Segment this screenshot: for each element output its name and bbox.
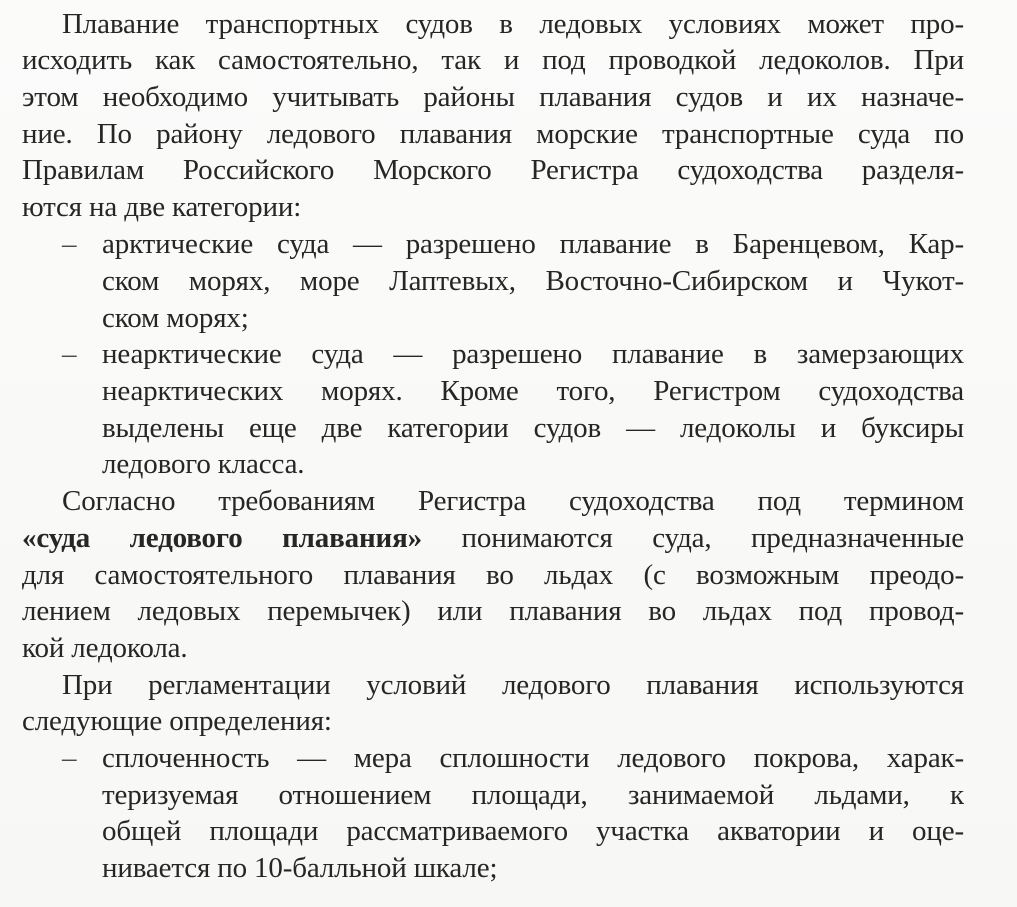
list-1-item-1-line-1: арктические суда — разрешено плавание в Баренцевом, Кар- xyxy=(102,228,964,260)
list-1-item-1-line-2: ском морях, море Лаптевых, Восточно-Сибирском и Чукот- xyxy=(102,265,964,297)
paragraph-1-line-3: этом необходимо учитывать районы плавания судов и их назначе- xyxy=(22,81,964,113)
list-dash: – xyxy=(62,338,77,370)
paragraph-1-line-4: ние. По району ледового плавания морские транспортные суда по xyxy=(22,118,964,150)
paragraph-2-line-4: лением ледовых перемычек) или плавания во льдах под провод- xyxy=(22,595,964,627)
list-1-item-2-line-3: выделены еще две категории судов — ледоколы и буксиры xyxy=(102,412,964,444)
paragraph-2-line-3: для самостоятельного плавания во льдах (с возможным преодо- xyxy=(22,559,964,591)
paragraph-3-line-1: При регламентации условий ледового плавания используются xyxy=(62,669,964,701)
list-dash: – xyxy=(62,742,77,774)
list-2-item-1-line-2: теризуемая отношением площади, занимаемой льдами, к xyxy=(102,779,964,811)
paragraph-2-line-2-rest: понимаются суда, предназначенные xyxy=(422,522,964,554)
list-1-item-1-line-3: ском морях; xyxy=(102,302,249,334)
list-1-item-2-line-1: неарктические суда — разрешено плавание в замерзающих xyxy=(102,338,964,370)
term-bold: «суда ледового плавания» xyxy=(22,522,422,554)
paragraph-2-line-5: кой ледокола. xyxy=(22,632,188,664)
paragraph-2-line-1: Согласно требованиям Регистра судоходства под термином xyxy=(62,485,964,517)
paragraph-1-line-2: исходить как самостоятельно, так и под проводкой ледоколов. При xyxy=(22,44,964,76)
list-1-item-2-line-4: ледового класса. xyxy=(102,448,305,480)
paragraph-1-line-6: ются на две категории: xyxy=(22,191,302,223)
list-2-item-1-line-3: общей площади рассматриваемого участка акватории и оце- xyxy=(102,815,964,847)
paragraph-1-line-5: Правилам Российского Морского Регистра судоходства разделя- xyxy=(22,154,964,186)
list-dash: – xyxy=(62,228,77,260)
list-2-item-1-line-1: сплоченность — мера сплошности ледового покрова, харак- xyxy=(102,742,964,774)
list-2-item-1-line-4: нивается по 10-балльной шкале; xyxy=(102,852,498,884)
list-1-item-2-line-2: неарктических морях. Кроме того, Регистром судоходства xyxy=(102,375,964,407)
paragraph-2-line-2 xyxy=(22,521,964,555)
paragraph-1-line-1: Плавание транспортных судов в ледовых условиях может про- xyxy=(62,8,964,40)
paragraph-3-line-2: следующие определения: xyxy=(22,705,332,737)
